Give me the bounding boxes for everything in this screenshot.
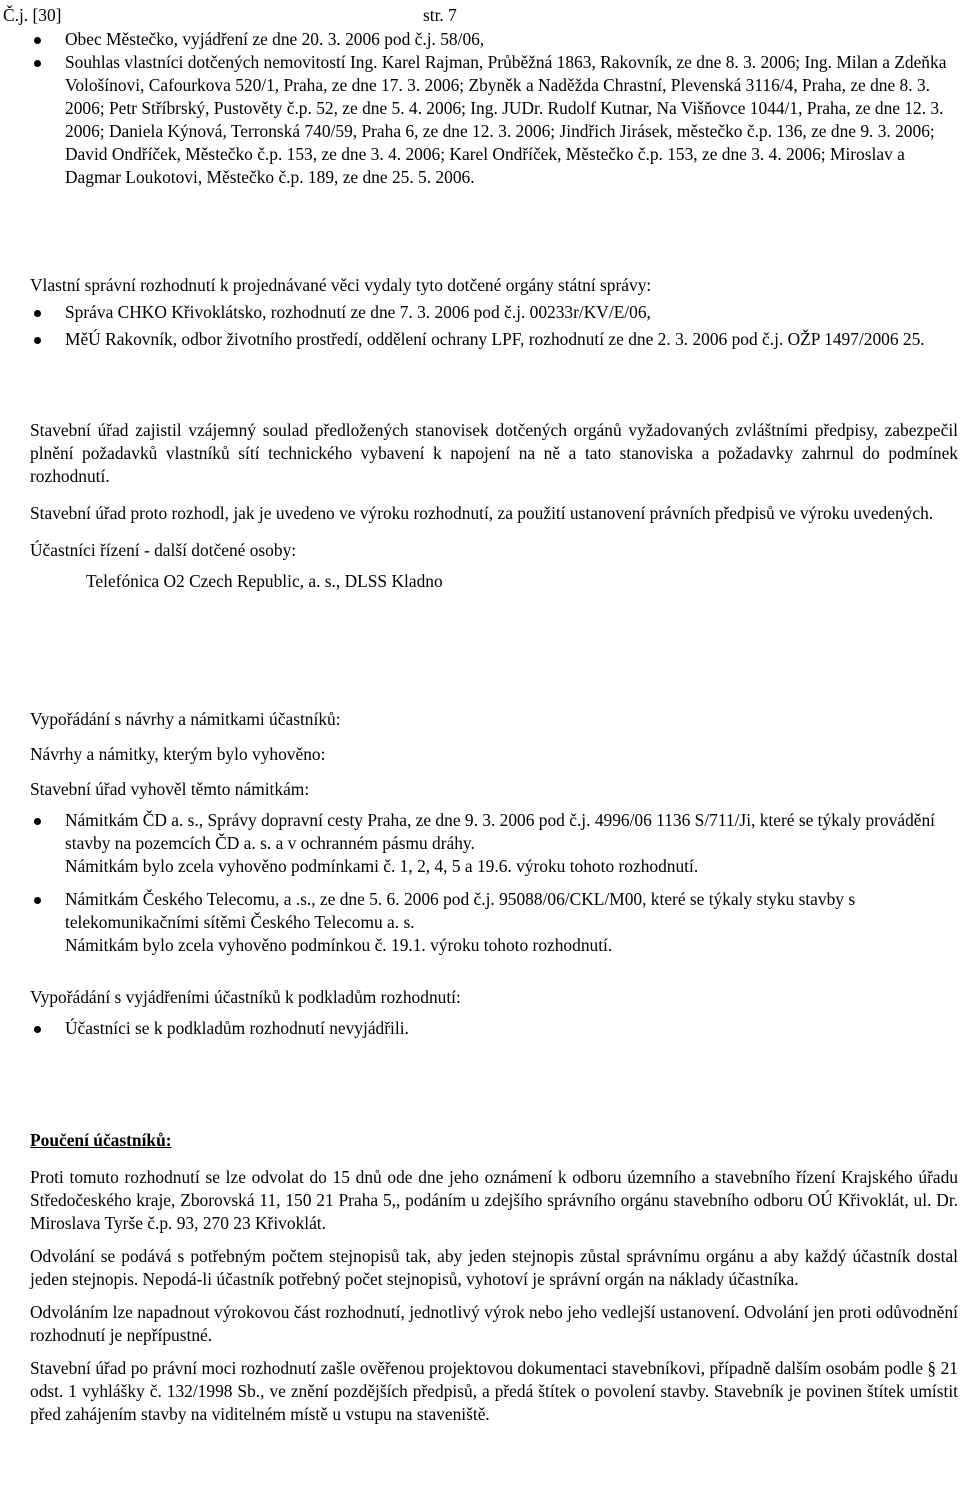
objection-note: Námitkám bylo zcela vyhověno podmínkami č. 1, 2, 4, 5 a 19.6. výroku tohoto rozhodnutí. bbox=[65, 856, 699, 876]
page-number: str. 7 bbox=[423, 5, 457, 25]
statements-section bbox=[30, 986, 958, 1040]
paragraph: Stavební úřad po právní moci rozhodnutí zašle ověřenou projektovou dokumentaci stavebníkovi, případně dalším osobám podle § 21 odst. 1 vyhlášky č. 132/1998 Sb., ve znění pozdějších předpisů, a předá štítek o povolení stavby. Stavebník je povinen štítek umístit před zahájením stavby na viditelném místě u vstupu na staveniště. bbox=[30, 1358, 958, 1424]
statements-list bbox=[30, 1017, 958, 1040]
list-item bbox=[30, 888, 958, 957]
objections-heading: Vypořádání s návrhy a námitkami účastníků: bbox=[30, 709, 341, 729]
list-item: Obec Městečko, vyjádření ze dne 20. 3. 2006 pod č.j. 58/06, bbox=[30, 28, 958, 51]
decisions-intro: Vlastní správní rozhodnutí k projednávané věci vydaly tyto dotčené orgány státní správy: bbox=[30, 275, 652, 295]
consents-list bbox=[30, 28, 958, 189]
paragraph: Odvoláním lze napadnout výrokovou část rozhodnutí, jednotlivý výrok nebo jeho vedlejší ustanovení. Odvolání jen proti odůvodnění rozhodnutí je nepřípustné. bbox=[30, 1302, 958, 1345]
list-item: Účastníci se k podkladům rozhodnutí nevyjádřili. bbox=[30, 1017, 958, 1040]
list-item: Souhlas vlastníci dotčených nemovitostí Ing. Karel Rajman, Průběžná 1863, Rakovník, ze dne 8. 3. 2006; Ing. Milan a Zdeňka Vološínovi, Cafourkova 520/1, Praha, ze dne 17. 3. 2006; Zbyněk a Naděžda Chrastní, Plevenská 3116/4, Praha, ze dne 8. 3. 2006; Petr Stříbrský, Pustověty č.p. 52, ze dne 5. 4. 2006; Ing. JUDr. Rudolf Kutnar, Na Višňovce 1044/1, Praha, ze dne 12. 3. 2006; Daniela Kýnová, Terronská 740/59, Praha 6, ze dne 12. 3. 2006; Jindřich Jirásek, městečko č.p. 136, ze dne 9. 3. 2006; David Ondříček, Městečko č.p. 153, ze dne 3. 4. 2006; Karel Ondříček, Městečko č.p. 153, ze dne 3. 4. 2006; Miroslav a Dagmar Loukotovi, Městečko č.p. 189, ze dne 25. 5. 2006. bbox=[30, 51, 958, 189]
statements-heading: Vypořádání s vyjádřeními účastníků k podkladům rozhodnutí: bbox=[30, 987, 461, 1007]
objection-text: Námitkám Českého Telecomu, a .s., ze dne 5. 6. 2006 pod č.j. 95088/06/CKL/M00, které se týkaly styku stavby s telekomunikačními sítěmi Českého Telecomu a. s. bbox=[65, 889, 856, 932]
paragraph: Odvolání se podává s potřebným počtem stejnopisů tak, aby jeden stejnopis zůstal správnímu orgánu a aby každý účastník dostal jeden stejnopis. Nepodá-li účastník potřebný počet stejnopisů, vyhotoví je správní orgán na náklady účastníka. bbox=[30, 1246, 958, 1289]
participant-org: Telefónica O2 Czech Republic, a. s., DLSS Kladno bbox=[86, 571, 443, 591]
list-item bbox=[30, 809, 958, 878]
granted-label: Návrhy a námitky, kterým bylo vyhověno: bbox=[30, 744, 326, 764]
reference-number: Č.j. [30] bbox=[3, 5, 62, 25]
paragraph: Stavební úřad proto rozhodl, jak je uvedeno ve výroku rozhodnutí, za použití ustanovení právních předpisů ve výroku uvedených. bbox=[30, 503, 934, 523]
objection-text: Námitkám ČD a. s., Správy dopravní cesty Praha, ze dne 9. 3. 2006 pod č.j. 4996/06 1136 S/711/Ji, které se týkaly provádění stavby na pozemcích ČD a. s. a v ochranném pásmu dráhy. bbox=[65, 810, 936, 853]
list-item: Správa CHKO Křivoklátsko, rozhodnutí ze dne 7. 3. 2006 pod č.j. 00233r/KV/E/06, bbox=[30, 301, 958, 324]
instruction-section bbox=[30, 1129, 958, 1426]
participants-label: Účastníci řízení - další dotčené osoby: bbox=[30, 540, 297, 560]
objections-list bbox=[30, 809, 958, 957]
objections-section bbox=[30, 708, 958, 957]
paragraph: Stavební úřad zajistil vzájemný soulad předložených stanovisek dotčených orgánů vyžadovaných zvláštními předpisy, zabezpečil plnění požadavků vlastníků sítí technického vybavení k napojení na ně a tato stanoviska a požadavky zahrnul do podmínek rozhodnutí. bbox=[30, 420, 958, 486]
list-item: MěÚ Rakovník, odbor životního prostředí, oddělení ochrany LPF, rozhodnutí ze dne 2. 3. 2006 pod č.j. OŽP 1497/2006 25. bbox=[30, 328, 958, 351]
paragraph: Proti tomuto rozhodnutí se lze odvolat do 15 dnů ode dne jeho oznámení k odboru územního a stavebního řízení Krajského úřadu Středočeského kraje, Zborovská 11, 150 21 Praha 5,, podáním u zdejšího správního orgánu stavebního odboru OÚ Křivoklát, ul. Dr. Miroslava Tyrše č.p. 93, 270 23 Křivoklát. bbox=[30, 1167, 958, 1233]
reasoning-section bbox=[30, 419, 958, 593]
consents-section bbox=[30, 28, 958, 189]
instruction-heading: Poučení účastníků: bbox=[30, 1130, 172, 1150]
office-label: Stavební úřad vyhověl těmto námitkám: bbox=[30, 779, 310, 799]
decisions-list bbox=[30, 301, 958, 351]
objection-note: Námitkám bylo zcela vyhověno podmínkou č. 19.1. výroku tohoto rozhodnutí. bbox=[65, 935, 613, 955]
decisions-section bbox=[30, 274, 958, 351]
